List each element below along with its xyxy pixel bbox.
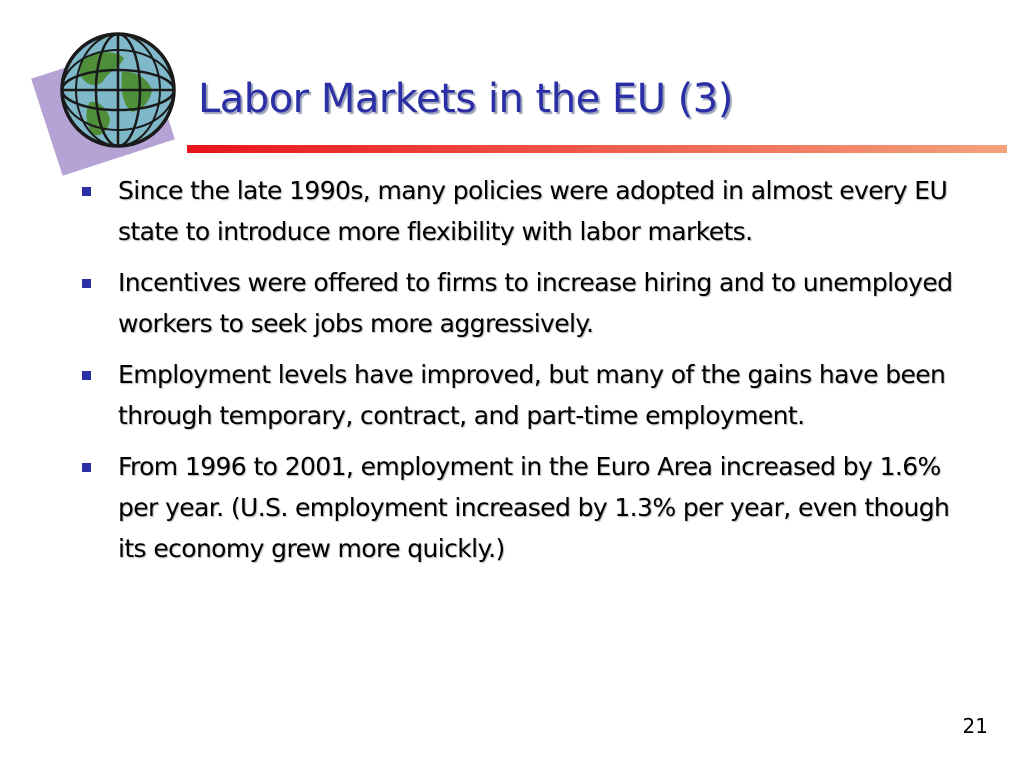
slide-title: Labor Markets in the EU (3)	[198, 76, 733, 122]
square-bullet-icon	[82, 463, 91, 472]
bullet-item	[76, 262, 956, 344]
bullet-item	[76, 446, 956, 569]
square-bullet-icon	[82, 371, 91, 380]
page-number: 21	[962, 714, 988, 738]
bullet-text: Since the late 1990s, many policies were adopted in almost every EU state to introduce more flexibility with labor markets.	[118, 176, 948, 246]
bullet-item	[76, 354, 956, 436]
bullet-item	[76, 170, 956, 252]
bullet-text: Incentives were offered to firms to increase hiring and to unemployed workers to seek jobs more aggressively.	[118, 268, 953, 338]
square-bullet-icon	[82, 187, 91, 196]
bullet-text: Employment levels have improved, but many of the gains have been through temporary, contract, and part-time employment.	[118, 360, 946, 430]
square-bullet-icon	[82, 279, 91, 288]
globe-icon	[24, 28, 194, 178]
bullet-list	[76, 170, 956, 579]
title-divider	[187, 145, 1007, 153]
bullet-text: From 1996 to 2001, employment in the Euro Area increased by 1.6% per year. (U.S. employment increased by 1.3% per year, even though its economy grew more quickly.)	[118, 452, 950, 563]
